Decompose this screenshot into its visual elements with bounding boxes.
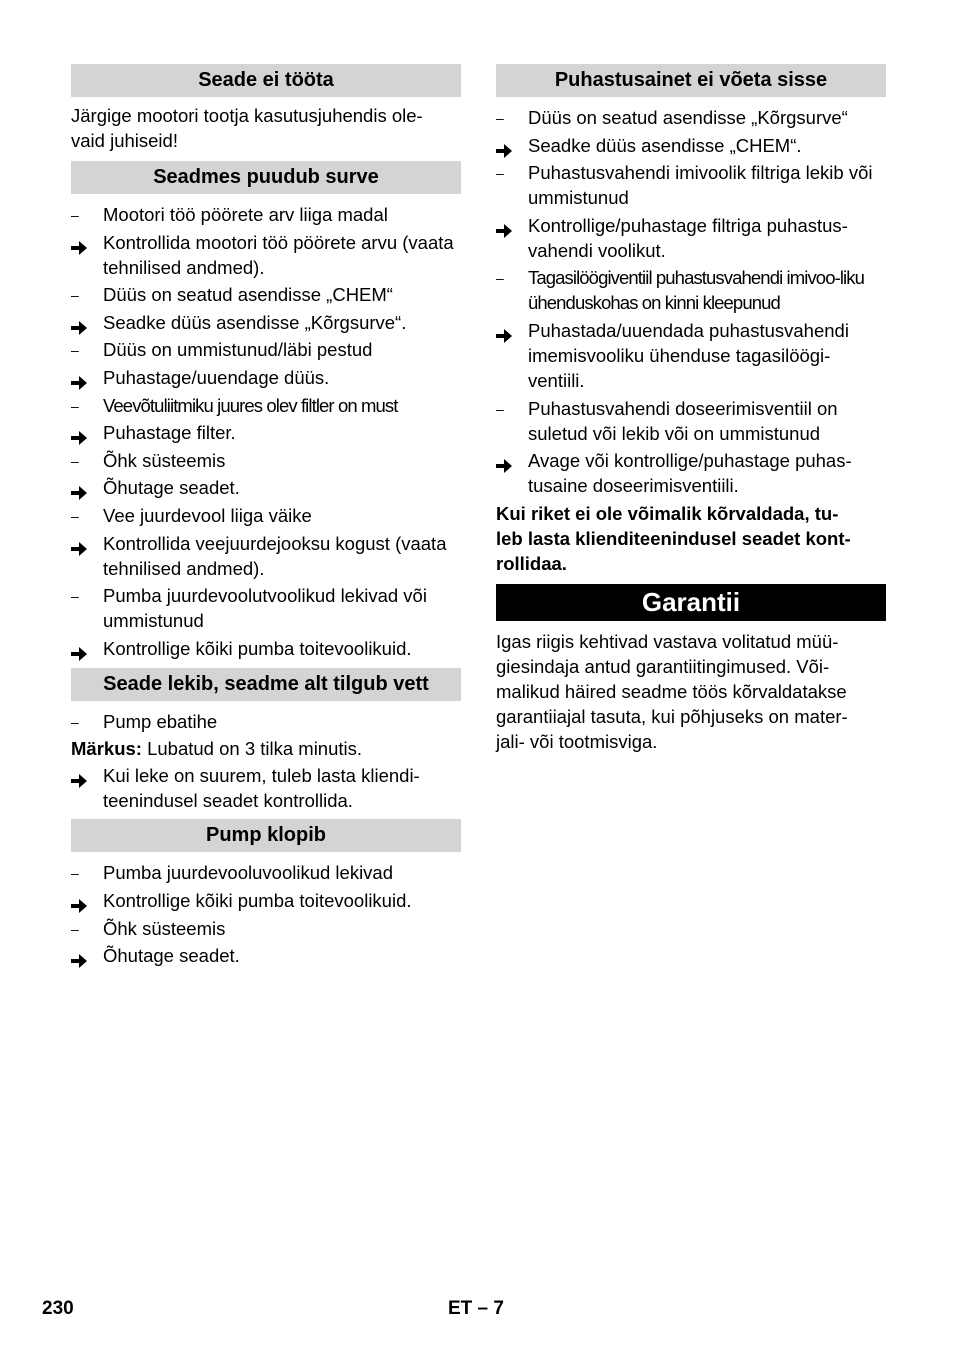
- list-item-text: Vee juurdevool liiga väike: [103, 504, 312, 526]
- list-item-text: Puhastusvahendi doseerimisventiil on suletud või lekib või on ummistunud: [528, 397, 838, 444]
- list-seadmes-puudub-surve: [71, 202, 461, 661]
- arrow-right-icon: [71, 426, 87, 440]
- list-puhastusainet: [496, 105, 886, 498]
- list-item: [71, 420, 461, 445]
- list-item-text: Kontrollida veejuurdejooksu kogust (vaata tehnilised andmed).: [103, 532, 447, 579]
- dash-marker: –: [71, 713, 79, 730]
- arrow-right-icon: [71, 949, 87, 963]
- arrow-right-icon: [71, 316, 87, 330]
- arrow-right-icon: [71, 371, 87, 385]
- list-item-text: Veevõtuliitmiku juures olev filtler on must: [103, 394, 398, 416]
- list-item: [71, 282, 461, 307]
- note-paragraph: [71, 736, 461, 761]
- list-item: [496, 133, 886, 158]
- list-item: [496, 396, 886, 446]
- dash-marker: –: [71, 588, 79, 605]
- list-item-text: Puhastage filter.: [103, 422, 236, 444]
- list-item: [496, 105, 886, 130]
- list-item-text: Tagasilöögiventiil puhastusvahendi imivoo-liku ühenduskohas on kinni kleepunud: [528, 267, 865, 314]
- dash-marker: –: [496, 400, 504, 417]
- list-item-text: Puhastusvahendi imivoolik filtriga lekib või ummistunud: [528, 162, 873, 209]
- list-item-text: Kontrollige/puhastage filtriga puhastus-vahendi voolikut.: [528, 214, 848, 261]
- section-text-garantii: Igas riigis kehtivad vastava volitatud müü- giesindaja antud garantiitingimused. Või- malikud häired seadme töös kõrvaldatakse garantiiajal tasuta, kui põhjuseks on mater- jali- või tootmisviga.: [496, 630, 848, 752]
- arrow-right-icon: [71, 537, 87, 551]
- list-item: [496, 318, 886, 393]
- list-item-text: Pumba juurdevooluvoolikud lekivad: [103, 862, 394, 884]
- language-page-label: ET – 7: [448, 1298, 504, 1319]
- section-title-seade-ei-toota: Seade ei tööta: [71, 64, 461, 97]
- list-item: [71, 393, 461, 418]
- arrow-right-icon: [496, 454, 512, 468]
- list-seade-lekib-action: [71, 763, 461, 813]
- dash-marker: –: [71, 865, 79, 882]
- section-title-seade-lekib: Seade lekib, seadme alt tilgub vett: [71, 668, 461, 701]
- list-item-text: Õhutage seadet.: [103, 477, 240, 499]
- list-item: [496, 448, 886, 498]
- list-item: [71, 448, 461, 473]
- left-column: [71, 64, 461, 971]
- arrow-right-icon: [71, 236, 87, 250]
- list-item: [496, 265, 886, 315]
- list-item: [71, 860, 461, 885]
- list-item-text: Düüs on seatud asendisse „Kõrgsurve“: [528, 107, 848, 128]
- dash-marker: –: [71, 507, 79, 524]
- list-item-text: Düüs on seatud asendisse „CHEM“: [103, 284, 393, 306]
- dash-marker: –: [71, 452, 79, 469]
- list-item: [71, 503, 461, 528]
- section-text-seade-ei-toota: Järgige mootori tootja kasutusjuhendis ole- vaid juhiseid!: [71, 105, 423, 151]
- list-item: [71, 916, 461, 941]
- dash-marker: –: [71, 207, 79, 223]
- page-number: 230: [42, 1298, 74, 1319]
- dash-marker: –: [71, 342, 79, 359]
- list-item-text: Avage või kontrollige/puhastage puhas-tusaine doseerimisventiili.: [528, 450, 852, 497]
- list-item-text: Õhk süsteemis: [103, 917, 226, 939]
- dash-marker: –: [71, 920, 79, 937]
- list-item-text: Mootori töö pöörete arv liiga madal: [103, 204, 388, 225]
- note-label: Märkus:: [71, 738, 142, 760]
- arrow-right-icon: [496, 324, 512, 338]
- list-item: [496, 213, 886, 263]
- section-title-puhastusainet: Puhastusainet ei võeta sisse: [496, 64, 886, 97]
- list-item: [71, 230, 461, 280]
- list-item: [71, 337, 461, 362]
- list-item: [496, 160, 886, 210]
- dash-marker: –: [496, 110, 504, 126]
- list-item-text: Kontrollida mootori töö pöörete arvu (vaata tehnilised andmed).: [103, 231, 454, 278]
- list-item: [71, 475, 461, 500]
- list-item: [71, 943, 461, 968]
- service-notice: Kui riket ei ole võimalik kõrvaldada, tu- leb lasta klienditeenindusel seadet kont- rollidaa.: [496, 502, 851, 574]
- arrow-right-icon: [496, 139, 512, 153]
- arrow-right-icon: [71, 642, 87, 656]
- list-item-text: Õhk süsteemis: [103, 449, 226, 471]
- list-item-text: Pumba juurdevoolutvoolikud lekivad või ummistunud: [103, 585, 427, 632]
- list-item: Kui leke on suurem, tuleb lasta kliendi- teenindusel seadet kontrollida.: [71, 763, 461, 813]
- list-item: [71, 583, 461, 633]
- list-item-text: Puhastada/uuendada puhastusvahendi imemisvooliku ühenduse tagasilöögi-ventiili.: [528, 319, 849, 391]
- section-title-garantii: Garantii: [496, 584, 886, 621]
- right-column: [496, 64, 886, 754]
- arrow-right-icon: [71, 769, 87, 783]
- list-item: [71, 202, 461, 227]
- list-seade-lekib: [71, 709, 461, 734]
- list-item: – Pump ebatihe: [71, 709, 461, 734]
- dash-marker: –: [496, 270, 504, 287]
- list-item-text: Kontrollige kõiki pumba toitevoolikuid.: [103, 637, 412, 659]
- list-item-text: Düüs on ummistunud/läbi pestud: [103, 339, 373, 361]
- list-item-text: Seadke düüs asendisse „Kõrgsurve“.: [103, 311, 407, 333]
- section-title-seadmes-puudub-surve: Seadmes puudub surve: [71, 161, 461, 194]
- arrow-right-icon: [496, 219, 512, 233]
- note-text: Lubatud on 3 tilka minutis.: [141, 738, 363, 760]
- list-pump-klopib: [71, 860, 461, 968]
- list-item-text: Õhutage seadet.: [103, 945, 240, 967]
- dash-marker: –: [71, 397, 79, 414]
- list-item-text: Kontrollige kõiki pumba toitevoolikuid.: [103, 889, 412, 911]
- list-item-text: Seadke düüs asendisse „CHEM“.: [528, 134, 802, 156]
- list-item: [71, 636, 461, 661]
- list-item: [71, 531, 461, 581]
- arrow-right-icon: [71, 894, 87, 908]
- section-title-pump-klopib: Pump klopib: [71, 819, 461, 852]
- list-item: [71, 365, 461, 390]
- dash-marker: –: [71, 287, 79, 304]
- arrow-right-icon: [71, 481, 87, 495]
- dash-marker: –: [496, 165, 504, 182]
- list-item-text: Puhastage/uuendage düüs.: [103, 366, 330, 388]
- list-item: [71, 310, 461, 335]
- list-item: [71, 888, 461, 913]
